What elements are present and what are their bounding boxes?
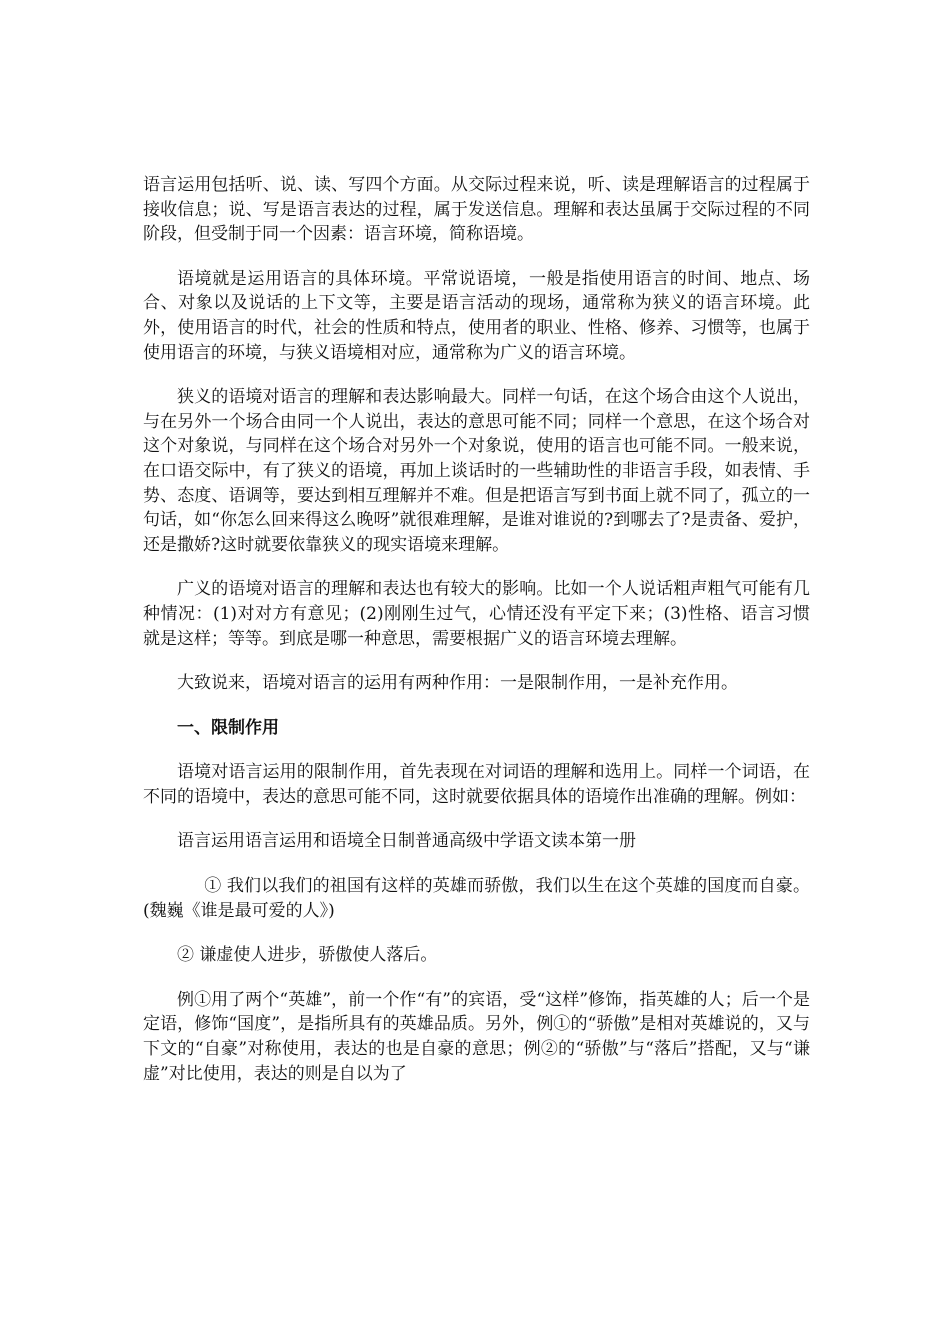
context-definition-paragraph: 语境就是运用语言的具体环境。平常说语境，一般是指使用语言的时间、地点、场合、对象以及说话的上下文等，主要是语言活动的现场，通常称为狭义的语言环境。此外，使用语言的时代，社会的性质和特点，使用者的职业、性格、修养、习惯等，也属于使用语言的环境，与狭义语境相对应，通常称为广义的语言环境。 [143, 268, 810, 363]
analysis-paragraph: 例①用了两个“英雄”，前一个作“有”的宾语，受“这样”修饰，指英雄的人；后一个是定语，修饰“国度”，是指所具有的英雄品质。另外，例①的“骄傲”是相对英雄说的，又与下文的“自豪”对称使用，表达的也是自豪的意思；例②的“骄傲”与“落后”搭配，又与“谦虚”对比使用，表达的则是自以为了 [143, 989, 810, 1084]
restriction-paragraph: 语境对语言运用的限制作用，首先表现在对词语的理解和选用上。同样一个词语，在不同的语境中，表达的意思可能不同，这时就要依据具体的语境作出准确的理解。例如： [143, 762, 810, 807]
intro-paragraph: 语言运用包括听、说、读、写四个方面。从交际过程来说，听、读是理解语言的过程属于接收信息；说、写是语言表达的过程，属于发送信息。理解和表达虽属于交际过程的不同阶段，但受制于同一个因素：语言环境，简称语境。 [143, 175, 810, 245]
example-two: ② 谦虚使人进步，骄傲使人落后。 [177, 945, 438, 966]
broad-context-paragraph: 广义的语境对语言的理解和表达也有较大的影响。比如一个人说话粗声粗气可能有几种情况：(1)对对方有意见；(2)刚刚生过气，心情还没有平定下来；(3)性格、语言习惯就是这样；等等。到底是哪一种意思，需要根据广义的语言环境去理解。 [143, 579, 810, 649]
narrow-context-paragraph: 狭义的语境对语言的理解和表达影响最大。同样一句话，在这个场合由这个人说出，与在另外一个场合由同一个人说出，表达的意思可能不同；同样一个意思，在这个场合对这个对象说，与同样在这个场合对另外一个对象说，使用的语言也可能不同。一般来说，在口语交际中，有了狭义的语境，再加上谈话时的一些辅助性的非语言手段，如表情、手势、态度、语调等，要达到相互理解并不难。但是把语言写到书面上就不同了，孤立的一句话，如“你怎么回来得这么晚呀”就很难理解，是谁对谁说的?到哪去了?是责备、爱护，还是撒娇?这时就要依靠狭义的现实语境来理解。 [143, 387, 810, 555]
section-heading: 一、限制作用 [177, 717, 279, 738]
example-one: ① 我们以我们的祖国有这样的英雄而骄傲，我们以生在这个英雄的国度而自豪。(魏巍《谁是最可爱的人》) [143, 876, 810, 921]
document-body [143, 173, 810, 1106]
summary-paragraph: 大致说来，语境对语言的运用有两种作用：一是限制作用，一是补充作用。 [177, 673, 738, 694]
source-line: 语言运用语言运用和语境全日制普通高级中学语文读本第一册 [177, 831, 636, 852]
